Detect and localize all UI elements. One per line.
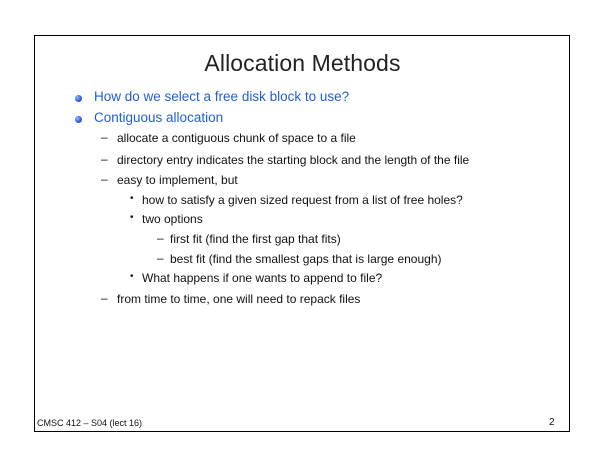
subsub-item-two-options: two options [142,212,203,226]
sub-item-allocate-chunk: allocate a contiguous chunk of space to a file [117,131,356,145]
dash-marker: – [101,152,108,166]
option-first-fit: first fit (find the first gap that fits) [170,232,341,246]
bullet-dot-icon [75,95,82,102]
subsub-item-free-holes: how to satisfy a given sized request from a list of free holes? [142,193,463,207]
bullet-dot-icon [75,116,82,123]
sub-item-directory-entry: directory entry indicates the starting block and the length of the file [117,153,470,167]
subsub-item-append-question: What happens if one wants to append to file? [142,271,383,285]
bullet-contiguous-allocation: Contiguous allocation [94,110,224,125]
dash-marker: – [101,172,108,186]
dash-marker: – [157,251,164,265]
small-bullet-icon: • [130,271,134,282]
slide-title: Allocation Methods [204,50,401,76]
dash-marker: – [157,231,164,245]
small-bullet-icon: • [130,212,134,223]
dash-marker: – [101,130,108,144]
dash-marker: – [101,291,108,305]
page-number: 2 [549,417,555,428]
bullet-select-free-block: How do we select a free disk block to use? [94,89,350,104]
option-best-fit: best fit (find the smallest gaps that is large enough) [170,252,442,266]
footer-course-label: CMSC 412 – S04 (lect 16) [37,418,143,428]
sub-item-easy-to-implement: easy to implement, but [117,173,238,187]
sub-item-repack-files: from time to time, one will need to repack files [117,292,361,306]
small-bullet-icon: • [130,193,134,204]
